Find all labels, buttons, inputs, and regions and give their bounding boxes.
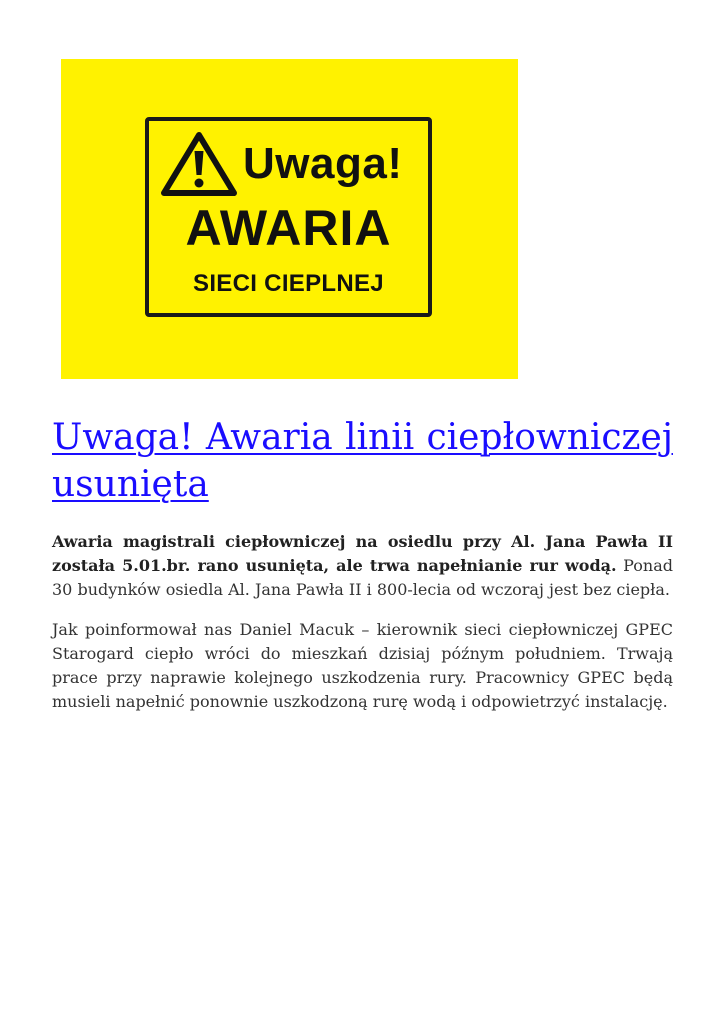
warning-sign-heading: Uwaga!	[243, 139, 403, 188]
article-lead-rest: Ponad 30 budynków osiedla Al. Jana Pawła II i 800-lecia od wczoraj jest bez ciepła.	[52, 556, 673, 599]
article	[52, 414, 673, 730]
article-title-link[interactable]: Uwaga! Awaria linii ciepłowniczej usunięta	[52, 417, 673, 505]
warning-sign-title-row	[159, 129, 402, 199]
article-paragraph: Jak poinformował nas Daniel Macuk – kierownik sieci ciepłowniczej GPEC Starogard ciepło wróci do mieszkań dzisiaj późnym południem. Trwają prace przy naprawie kolejnego uszkodzenia rury. Pracownicy GPEC będą musieli napełnić ponownie uszkodzoną rurę wodą i odpowietrzyć instalację.	[52, 620, 673, 711]
warning-sign-line2: SIECI CIEPLNEJ	[193, 270, 384, 297]
warning-sign-line1: AWARIA	[185, 200, 392, 256]
article-lead	[52, 530, 673, 602]
article-lead-bold: Awaria magistrali ciepłowniczej na osiedlu przy Al. Jana Pawła II została 5.01.br. rano usunięta, ale trwa napełnianie rur wodą.	[52, 532, 673, 575]
warning-triangle-icon	[159, 129, 239, 199]
warning-sign-frame	[145, 117, 432, 317]
warning-sign-image	[61, 59, 518, 379]
article-title	[52, 414, 673, 508]
